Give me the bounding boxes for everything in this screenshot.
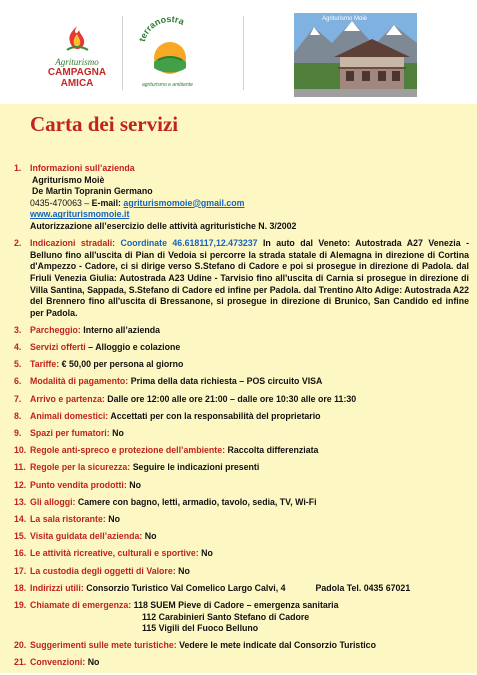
page-title: Carta dei servizi [30,112,179,136]
list-item: 5. Tariffe: € 50,00 per persona al giorno [14,359,184,370]
email-link[interactable]: agriturismomoie@gmail.com [123,197,245,208]
divider [243,16,244,90]
list-item: 3. Parcheggio: Interno all’azienda [14,324,161,335]
list-item: 16. Le attività ricreative, culturali e sportive: No [14,548,213,559]
logo-line2: CAMPAGNA [47,67,107,78]
header [0,0,477,104]
coordinates: Coordinate 46.618117,12.473237 [120,238,258,249]
arc-text: terranostra [138,14,186,43]
list-item: 12. Punto vendita prodotti: No [14,479,141,490]
terranostra-tagline: agriturismo e ambiente [142,82,193,88]
services-list [14,163,469,675]
list-item: 1. Informazioni sull’azienda Agriturismo Moiè De Martin Topranin Germano 0435-470063 – E-mail: agriturismomoie@gmail.com www.agriturismomoie.it Autorizzazione all’esercizio delle attività agrituristiche N. 3/2002 [14,163,297,231]
list-item: 9. Spazi per fumatori: No [14,428,124,439]
terranostra-emblem-icon [138,14,202,84]
list-item: 6. Modalità di pagamento: Prima della data richiesta – POS circuito VISA [14,376,323,387]
svg-text:terranostra [138,14,187,43]
list-item: 11. Regole per la sicurezza: Seguire le indicazioni presenti [14,462,260,473]
list-item: 2. Indicazioni stradali: Coordinate 46.618117,12.473237 In auto dal Veneto: Autostrada A27 Venezia - Belluno fino all'uscita di Pian di Vedoia si percorre la strada statale di Alemagna in direzione di Cortina d'Ampezzo - Cadore, ci si dirige verso S.Stefano di Cadore e poi si prosegue in direzione di Padola. dal Friuli Venezia Giulia: Autostrada A23 Udine - Tarvisio fino all'uscita di Carnia si prosegue in direzione di Villa Santina, Sappada, S.Stefano di Cadore ed infine per Padola. dal Trentino Alto Adige: Autostrada A22 del Brennero fino all'uscita di Bressanone, si prosegue in direzione di Brunico, San Candido ed infine per Padola. [14,238,469,318]
list-item: 21. Convenzioni: No [14,657,100,668]
logo-line1: Agriturismo [55,57,99,67]
list-item: 10. Regole anti-spreco e protezione dell’ambiente: Raccolta differenziata [14,445,319,456]
list-item: 14. La sala ristorante: No [14,513,120,524]
farmhouse-photo [294,13,417,97]
list-item: 20. Suggerimenti sulle mete turistiche: Vedere le mete indicate dal Consorzio Turistico [14,640,376,651]
campagna-amica-logo [44,24,110,90]
list-item: 17. La custodia degli oggetti di Valore: No [14,565,190,576]
list-item: 7. Arrivo e partenza: Dalle ore 12:00 alle ore 21:00 – dalle ore 10:30 alle ore 11:30 [14,393,357,404]
list-item: 4. Servizi offerti – Alloggio e colazione [14,342,181,353]
photo-caption: Agriturismo Moiè [322,16,368,22]
website-link[interactable]: www.agriturismomoie.it [30,209,130,220]
logo-line3: AMICA [60,78,94,89]
list-item: 15. Visita guidata dell’azienda: No [14,531,157,542]
flame-icon [62,24,92,52]
list-item: 13. Gli alloggi: Camere con bagno, letti, armadio, tavolo, sedia, TV, Wi-Fi [14,496,317,507]
farmhouse-image [294,13,417,97]
terranostra-logo [138,14,202,94]
list-item: 19. Chiamate di emergenza: 118 SUEM Pieve di Cadore – emergenza sanitaria 112 Carabinieri Santo Stefano di Cadore 115 Vigili del Fuoco Belluno [14,599,339,634]
list-item: 18. Indirizzi utili: Consorzio Turistico Val Comelico Largo Calvi, 4 Padola Tel. 0435 67021 [14,582,411,593]
list-item: 8. Animali domestici: Accettati per con la responsabilità del proprietario [14,410,321,421]
divider [122,16,123,90]
